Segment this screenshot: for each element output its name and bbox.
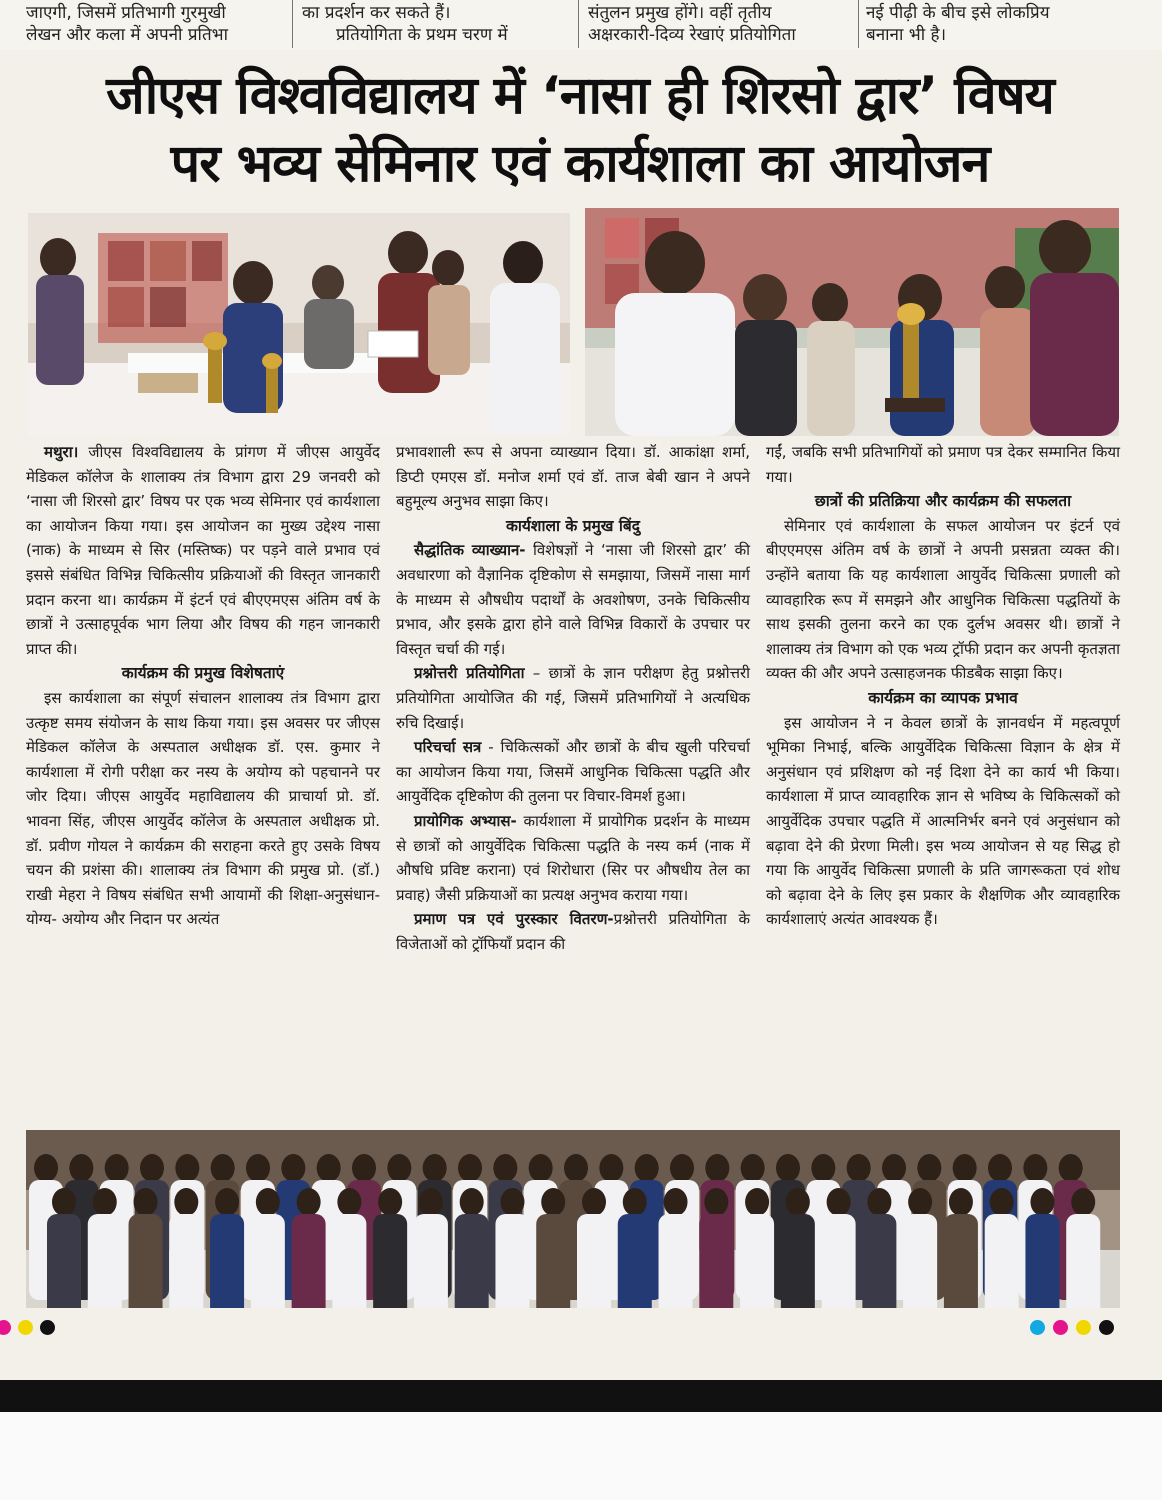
column-rule [292,0,293,48]
group-photo [26,1130,1120,1308]
paragraph-certificates: प्रमाण पत्र एवं पुरस्कार वितरण-प्रश्नोत्तरी प्रतियोगिता के विजेताओं को ट्रॉफियाँ प्रदान की [396,910,750,953]
paragraph-lecturers: प्रभावशाली रूप से अपना व्याख्यान दिया। डॉ. आकांक्षा शर्मा, डिप्टी एमएस डॉ. मनोज शर्मा एवं डॉ. ताज बेबी खान ने अपने बहुमूल्य अनुभव साझा किए। [396,443,750,511]
paragraph-certificates-cont: गईं, जबकि सभी प्रतिभागियों को प्रमाण पत्र देकर सम्मानित किया गया। [766,443,1120,486]
headline [20,62,1140,198]
paragraph-discussion: परिचर्चा सत्र - चिकित्सकों और छात्रों के बीच खुली परिचर्चा का आयोजन किया गया, जिसमें आधुनिक चिकित्सा पद्धति और आयुर्वेदिक दृष्टिकोण की तुलना पर विचार-विमर्श हुआ। [396,738,750,806]
column-rule [578,0,579,48]
paragraph-quiz: प्रश्नोत्तरी प्रतियोगिता – छात्रों के ज्ञान परीक्षण हेतु प्रश्नोत्तरी प्रतियोगिता आयोजित की गई, जिसमें प्रतिभागियों ने अत्यधिक रुचि दिखाई। [396,664,750,732]
paragraph-features: इस कार्यशाला का संपूर्ण संचालन शालाक्य तंत्र विभाग द्वारा उत्कृष्ट समय संयोजन के साथ किया गया। इस अवसर पर जीएस मेडिकल कॉलेज के अस्पताल अधीक्षक डॉ. एस. कुमार ने कार्यशाला में रोगी परीक्षा कर नस्य के अयोग्य को पहचानने पर जोर दिया। जीएस आयुर्वेद महाविद्यालय की प्राचार्या प्रो. डॉ. भावना सिंह, जीएस आयुर्वेद कॉलेज के अस्पताल अधीक्षक प्रो. डॉ. प्रवीण गोयल ने कार्यक्रम की सराहना करते हुए उसके विषय चयन की प्रशंसा की। शालाक्य तंत्र विभाग की प्रमुख प्रो. (डॉ.) राखी मेहरा ने विषय संबंधित सभी आयामों की शिक्षा-अनुसंधान- योग्य- अयोग्य और निदान पर अत्यंत [26,688,380,929]
registration-dot [1030,1320,1045,1335]
paragraph-intro: मथुरा। जीएस विश्वविद्यालय के प्रांगण में जीएस आयुर्वेद मेडिकल कॉलेज के शालाक्य तंत्र विभाग द्वारा 29 जनवरी को ‘नासा जी शिरसो द्वार’ विषय पर एक भव्य सेमिनार एवं कार्यशाला का आयोजन किया गया। इस आयोजन का मुख्य उद्देश्य नासा (नाक) के माध्यम से सिर (मस्तिष्क) पर पड़ने वाले प्रभाव एवं इससे संबंधित विभिन्न चिकित्सीय प्रक्रियाओं की विस्तृत जानकारी प्रदान करना था। कार्यक्रम में इंटर्न एवं बीएएमएस अंतिम वर्ष के छात्रों ने उत्साहपूर्वक भाग लिया और विषय की गहन जानकारी प्राप्त की। [26,443,380,658]
registration-dot [18,1320,33,1335]
page-footer [0,1412,1162,1500]
registration-dot [1099,1320,1114,1335]
strip-column-2: का प्रदर्शन कर सकते हैं। प्रतियोगिता के प्रथम चरण में [302,3,508,45]
article-column-2 [396,440,750,956]
headline-line-1: जीएस विश्वविद्यालय में ‘नासा ही शिरसो द्वार’ विषय [106,66,1054,126]
article-column-1 [26,440,380,932]
registration-dot [1053,1320,1068,1335]
paragraph-feedback: सेमिनार एवं कार्यशाला के सफल आयोजन पर इंटर्न एवं बीएएमएस अंतिम वर्ष के छात्रों ने अपनी प्रसन्नता व्यक्त की। उन्होंने बताया कि यह कार्यशाला आयुर्वेद चिकित्सा प्रणाली को व्यावहारिक रूप में समझने और आधुनिक चिकित्सा पद्धतियों के साथ इसकी तुलना करने का एक दुर्लभ अवसर थी। छात्रों ने शालाक्य तंत्र विभाग को एक भव्य ट्रॉफी प्रदान कर अपनी कृतज्ञता व्यक्त की और अपने उत्साहजनक फीडबैक साझा किए। [766,516,1120,683]
event-photo-right [585,208,1119,436]
event-photo-left [28,213,570,435]
registration-dot [0,1320,11,1335]
strip-column-4: नई पीढ़ी के बीच इसे लोकप्रिय बनाना भी है। [866,3,1050,45]
previous-article-strip [0,0,1162,50]
subheading-wide-impact: कार्यक्रम का व्यापक प्रभाव [868,688,1018,707]
article-column-3 [766,440,1120,932]
paragraph-practical: प्रायोगिक अभ्यास- कार्यशाला में प्रायोगिक प्रदर्शन के माध्यम से छात्रों को आयुर्वेदिक चिकित्सा पद्धति के नस्य कर्म (नाक में औषधि प्रविष्ट कराना) एवं शिरोधारा (सिर पर औषधीय तेल का प्रवाह) जैसी प्रक्रियाओं का प्रत्यक्ष अनुभव कराया गया। [396,811,750,904]
subheading-key-features: कार्यक्रम की प्रमुख विशेषताएं [121,664,285,683]
strip-column-3: संतुलन प्रमुख होंगे। वहीं तृतीय अक्षरकारी-दिव्य रेखाएं प्रतियोगिता [588,3,796,45]
registration-dot [1076,1320,1091,1335]
paragraph-theory-lecture: सैद्धांतिक व्याख्यान- विशेषज्ञों ने ‘नासा जी शिरसो द्वार’ की अवधारणा को वैज्ञानिक दृष्टिकोण से समझाया, जिसमें नासा मार्ग के माध्यम से औषधीय पदार्थों के अवशोषण, उनके चिकित्सीय प्रभाव, और इसके द्वारा होने वाले विभिन्न विकारों के उपचार पर विस्तृत चर्चा की गई। [396,541,750,658]
column-rule [858,0,859,48]
subheading-student-feedback: छात्रों की प्रतिक्रिया और कार्यक्रम की सफलता [814,492,1072,511]
strip-column-1: जाएगी, जिसमें प्रतिभागी गुरमुखी लेखन और कला में अपनी प्रतिभा [26,3,228,45]
subheading-workshop-points: कार्यशाला के प्रमुख बिंदु [506,516,640,535]
registration-dot [40,1320,55,1335]
headline-line-2: पर भव्य सेमिनार एवं कार्यशाला का आयोजन [170,134,990,194]
bottom-bar [0,1380,1162,1412]
paragraph-impact: इस आयोजन ने न केवल छात्रों के ज्ञानवर्धन में महत्वपूर्ण भूमिका निभाई, बल्कि आयुर्वेदिक चिकित्सा विज्ञान के क्षेत्र में अनुसंधान एवं प्रशिक्षण को नई दिशा देने का कार्य भी किया। कार्यशाला में प्राप्त व्यावहारिक ज्ञान से भविष्य के चिकित्सकों को आयुर्वेदिक उपचार पद्धति में आत्मनिर्भर बनने एवं अनुसंधान को बढ़ावा देने की प्रेरणा मिली। इस भव्य आयोजन से यह सिद्ध हो गया कि आयुर्वेद चिकित्सा प्रणाली के प्रति जागरूकता एवं शोध को बढ़ावा देने के लिए इस प्रकार के शैक्षणिक और व्यावहारिक कार्यशालाएं अत्यंत आवश्यक हैं। [766,713,1120,929]
dateline: मथुरा। [44,443,79,461]
